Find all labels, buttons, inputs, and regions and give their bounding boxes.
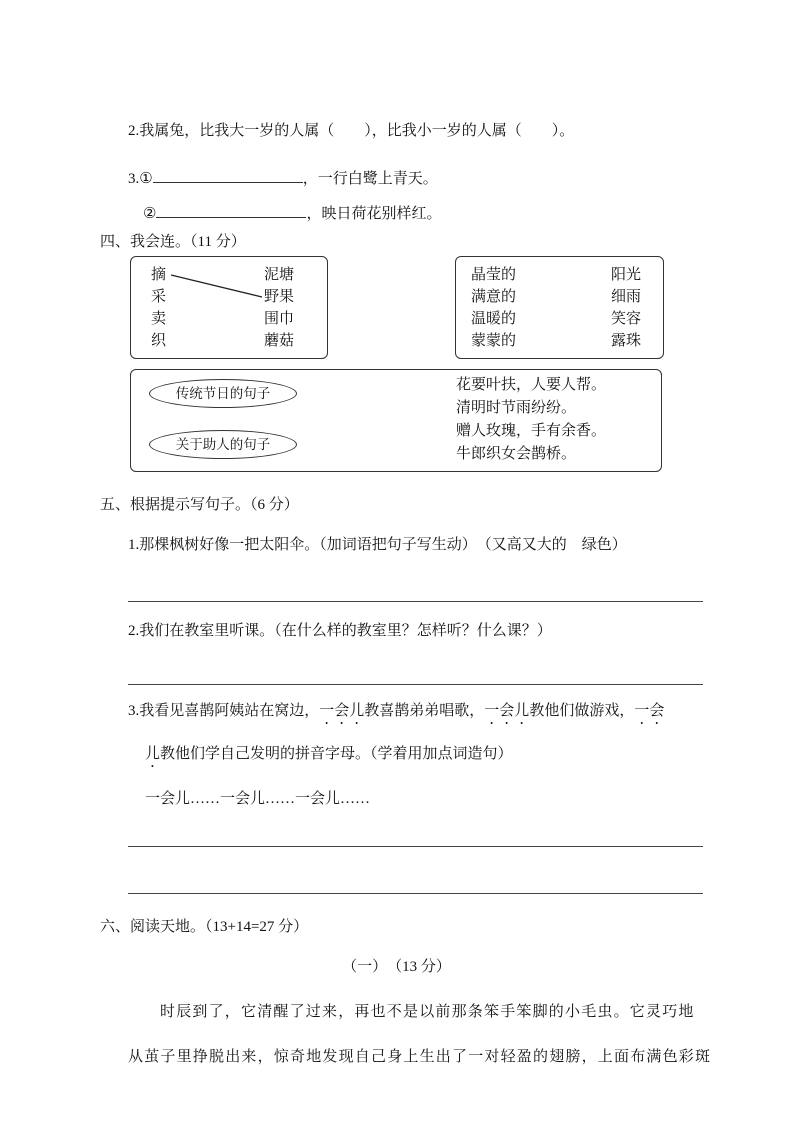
category-match-box bbox=[130, 369, 662, 472]
answer-line bbox=[128, 601, 703, 602]
fill-blank-line bbox=[153, 167, 303, 183]
match-item: 笑容 bbox=[611, 311, 642, 327]
match-box-adjectives bbox=[455, 256, 664, 359]
poem-fill-2-suffix: ，映日荷花别样红。 bbox=[306, 206, 442, 222]
match-item: 织 bbox=[151, 333, 167, 349]
match-item: 卖 bbox=[151, 311, 167, 327]
section-5-question-2: 2.我们在教室里听课。（在什么样的教室里？怎样听？什么课？） bbox=[128, 623, 552, 639]
sentence-line: 花要叶扶，人要人帮。 bbox=[456, 377, 607, 393]
text-segment: 教喜鹊弟弟唱歌， bbox=[364, 703, 485, 719]
match-item: 蘑菇 bbox=[264, 333, 295, 349]
category-oval-helping: 关于助人的句子 bbox=[149, 430, 297, 459]
match-item: 露珠 bbox=[611, 333, 642, 349]
match-item: 细雨 bbox=[611, 289, 642, 305]
question-zodiac: 2.我属兔，比我大一岁的人属（ ），比我小一岁的人属（ ）。 bbox=[128, 123, 575, 139]
emphasized-word: 一会儿 bbox=[319, 703, 365, 719]
match-box-verbs bbox=[130, 256, 328, 359]
answer-line bbox=[128, 893, 703, 894]
text-segment: 教他们做游戏， bbox=[529, 703, 635, 719]
sentence-line: 牛郎织女会鹊桥。 bbox=[456, 446, 577, 462]
reading-paragraph-line: 从茧子里挣脱出来，惊奇地发现自己身上生出了一对轻盈的翅膀，上面布满色彩斑 bbox=[128, 1049, 712, 1065]
section-5-question-1: 1.那棵枫树好像一把太阳伞。（加词语把句子写生动） （又高又大的 绿色） bbox=[128, 537, 627, 553]
match-item: 围巾 bbox=[264, 311, 295, 327]
match-item: 采 bbox=[151, 289, 167, 305]
section-5-question-3-line-1 bbox=[128, 702, 664, 728]
section-5-question-3-pattern: 一会儿……一会儿……一会儿…… bbox=[145, 791, 371, 807]
poem-fill-line-1 bbox=[128, 167, 438, 188]
match-item: 阳光 bbox=[611, 267, 642, 283]
emphasized-word: 儿 bbox=[145, 746, 161, 762]
sentence-line: 清明时节雨纷纷。 bbox=[456, 400, 577, 416]
category-oval-festival: 传统节日的句子 bbox=[149, 379, 297, 408]
match-item: 温暖的 bbox=[471, 311, 517, 327]
match-item: 野果 bbox=[264, 289, 295, 305]
poem-fill-2-prefix: ② bbox=[143, 206, 157, 222]
text-segment: 教他们学自己发明的拼音字母。（学着用加点词造句） bbox=[160, 746, 513, 762]
match-item: 满意的 bbox=[471, 289, 517, 305]
match-item: 泥塘 bbox=[264, 267, 295, 283]
fill-blank-line bbox=[156, 202, 306, 218]
section-5-title: 五、根据提示写句子。（6 分） bbox=[100, 497, 299, 513]
text-segment: 3.我看见喜鹊阿姨站在窝边， bbox=[128, 703, 320, 719]
answer-line bbox=[128, 846, 703, 847]
match-item: 摘 bbox=[151, 267, 167, 283]
section-6-title: 六、阅读天地。（13+14=27 分） bbox=[100, 919, 309, 935]
poem-fill-line-2 bbox=[143, 202, 441, 223]
section-5-question-3-line-2 bbox=[145, 745, 513, 771]
poem-fill-1-suffix: ，一行白鹭上青天。 bbox=[302, 171, 438, 187]
match-item: 蒙蒙的 bbox=[471, 333, 517, 349]
poem-fill-1-prefix: 3.① bbox=[128, 171, 153, 187]
emphasized-word: 一会儿 bbox=[484, 703, 530, 719]
emphasized-word: 一会 bbox=[634, 703, 665, 719]
match-item: 晶莹的 bbox=[471, 267, 517, 283]
reading-paragraph-line: 时辰到了，它清醒了过来，再也不是以前那条笨手笨脚的小毛虫。它灵巧地 bbox=[160, 1004, 695, 1020]
answer-line bbox=[128, 684, 703, 685]
section-6-subtitle: （一） （13 分） bbox=[342, 959, 451, 975]
sentence-line: 赠人玫瑰，手有余香。 bbox=[456, 423, 607, 439]
section-4-title: 四、我会连。（11 分） bbox=[100, 234, 246, 250]
